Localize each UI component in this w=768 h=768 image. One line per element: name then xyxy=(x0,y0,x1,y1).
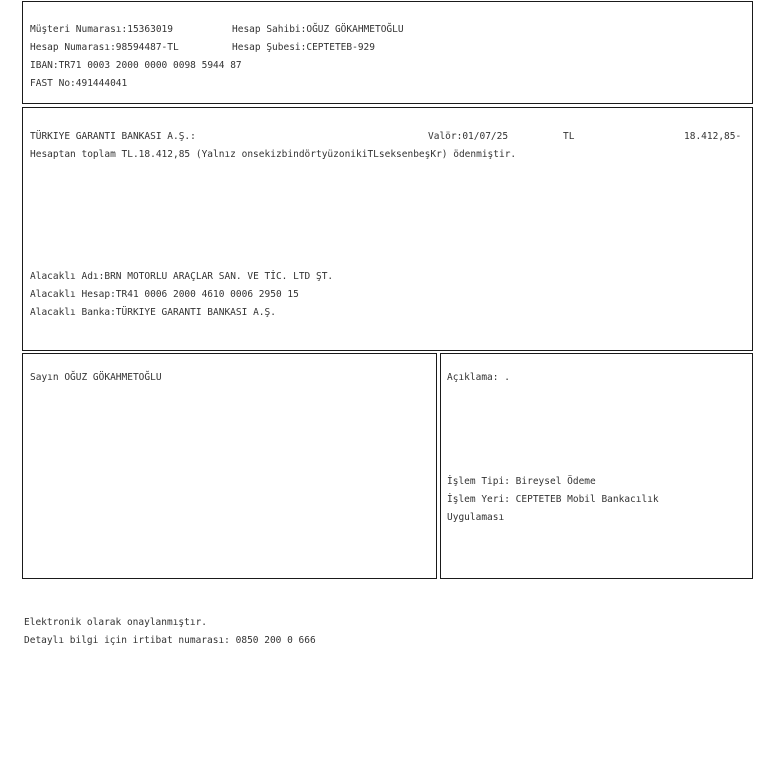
account-branch: CEPTETEB-929 xyxy=(306,42,375,53)
account-holder: OĞUZ GÖKAHMETOĞLU xyxy=(306,24,404,35)
transaction-type-label: İşlem Tipi: xyxy=(447,476,510,487)
fast-number-label: FAST No: xyxy=(30,78,76,89)
approval-note: Elektronik olarak onaylanmıştır. xyxy=(24,617,208,628)
account-number: 98594487-TL xyxy=(115,42,179,53)
account-branch-line xyxy=(232,42,375,54)
value-date-line xyxy=(428,131,508,143)
contact-line xyxy=(24,635,316,647)
recipient-bank: TÜRKIYE GARANTI BANKASI A.Ş. xyxy=(115,307,276,318)
contact-label: Detaylı bilgi için irtibat numarası: xyxy=(24,635,230,646)
recipient-name-line xyxy=(30,271,333,283)
recipient-bank-label: Alacaklı Banka: xyxy=(30,307,116,318)
note-label: Açıklama: xyxy=(447,372,499,383)
account-branch-label: Hesap Şubesi: xyxy=(232,42,307,53)
greeting: Sayın OĞUZ GÖKAHMETOĞLU xyxy=(30,372,162,383)
account-holder-line xyxy=(232,24,404,36)
recipient-account-line xyxy=(30,289,299,301)
note-line xyxy=(447,372,510,384)
account-holder-label: Hesap Sahibi: xyxy=(232,24,307,35)
transaction-info-box xyxy=(440,353,753,579)
transaction-place: CEPTETEB Mobil Bankacılık xyxy=(515,494,659,505)
greeting-box xyxy=(22,353,437,579)
transaction-type: Bireysel Ödeme xyxy=(515,476,596,487)
recipient-name: BRN MOTORLU ARAÇLAR SAN. VE TİC. LTD ŞT. xyxy=(104,271,334,282)
recipient-account: TR41 0006 2000 4610 0006 2950 15 xyxy=(115,289,299,300)
fast-number: 491444041 xyxy=(75,78,128,89)
payer-bank: TÜRKIYE GARANTI BANKASI A.Ş.: xyxy=(30,131,196,142)
note-value: . xyxy=(504,372,510,383)
account-number-label: Hesap Numarası: xyxy=(30,42,116,53)
payment-description: Hesaptan toplam TL.18.412,85 (Yalnız onsekizbindörtyüzonikiTLseksenbeşKr) ödenmiştir. xyxy=(30,149,517,160)
transaction-place-line xyxy=(447,494,659,506)
transaction-place-continued: Uygulaması xyxy=(447,512,505,523)
value-date: 01/07/25 xyxy=(462,131,509,142)
account-number-line xyxy=(30,42,179,54)
iban-label: IBAN: xyxy=(30,60,59,71)
iban-line xyxy=(30,60,242,72)
currency: TL xyxy=(563,131,575,142)
amount: 18.412,85- xyxy=(684,131,742,142)
customer-number-line xyxy=(30,24,173,36)
customer-number: 15363019 xyxy=(127,24,173,35)
iban-value: TR71 0003 2000 0000 0098 5944 87 xyxy=(58,60,242,71)
contact-number: 0850 200 0 666 xyxy=(235,635,316,646)
recipient-name-label: Alacaklı Adı: xyxy=(30,271,105,282)
recipient-account-label: Alacaklı Hesap: xyxy=(30,289,116,300)
value-date-label: Valör: xyxy=(428,131,463,142)
customer-number-label: Müşteri Numarası: xyxy=(30,24,128,35)
recipient-bank-line xyxy=(30,307,276,319)
transaction-place-label: İşlem Yeri: xyxy=(447,494,510,505)
transaction-type-line xyxy=(447,476,596,488)
fast-number-line xyxy=(30,78,127,90)
